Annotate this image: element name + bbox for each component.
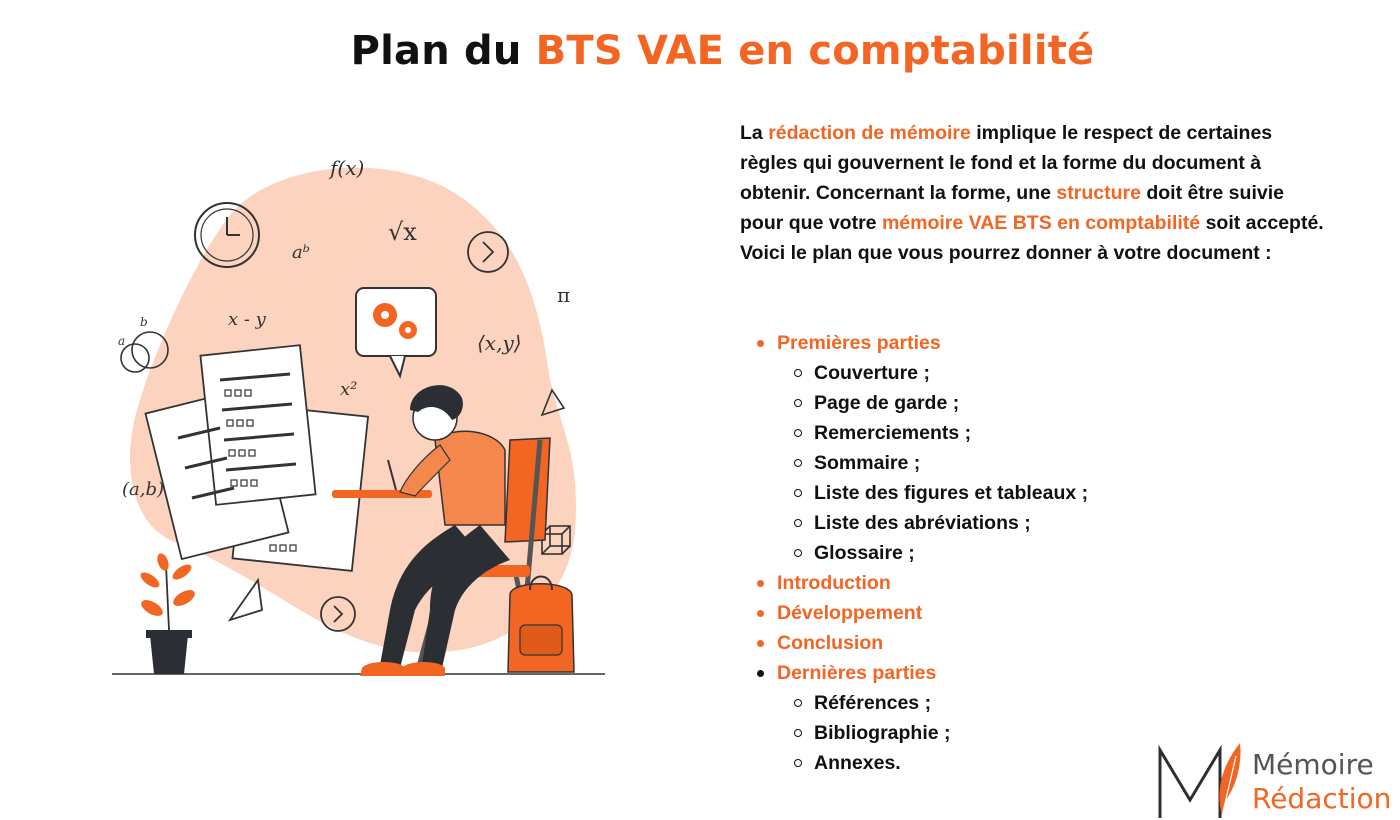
- item-remerciements: Remerciements: [814, 422, 960, 444]
- memoire-redaction-logo: [1150, 738, 1400, 820]
- list-item: [740, 328, 1340, 358]
- math-x-squared: x²: [340, 379, 358, 400]
- item-separator: ;: [908, 452, 921, 474]
- item-annexes: Annexes.: [814, 752, 901, 774]
- math-f-x: f(x): [330, 156, 365, 180]
- item-separator: ;: [1018, 512, 1031, 534]
- intro-seg-3: implique le respect de certaines règles qui gouvernent le fond et la forme du document à obtenir. Concernant la forme, une: [740, 122, 1273, 204]
- item-separator: ;: [1076, 482, 1089, 504]
- list-item: [740, 388, 1340, 418]
- item-glossaire: Glossaire: [814, 542, 903, 564]
- item-bibliographie: Bibliographie: [814, 722, 939, 744]
- item-separator: ;: [902, 542, 915, 564]
- list-item: [740, 598, 1340, 628]
- section-introduction: Introduction: [777, 572, 891, 594]
- section-developpement: Développement: [777, 602, 923, 624]
- title-black-part: Plan du: [350, 28, 536, 74]
- math-sqrt-x: √x: [388, 218, 417, 246]
- list-item: [740, 418, 1340, 448]
- list-item: [740, 538, 1340, 568]
- section-premieres-parties: Premières parties: [777, 332, 941, 354]
- section-dernieres-parties: Dernières parties: [777, 662, 937, 684]
- section-conclusion: Conclusion: [777, 632, 884, 654]
- list-item: [740, 688, 1340, 718]
- venn-label-a: a: [118, 334, 126, 348]
- math-a-pow-b: aᵇ: [292, 242, 310, 263]
- intro-paragraph: [740, 118, 1330, 268]
- list-item: [740, 448, 1340, 478]
- item-separator: ;: [947, 392, 960, 414]
- item-page-de-garde: Page de garde: [814, 392, 948, 414]
- potted-plant-icon: [138, 552, 197, 674]
- redaction-memoire-link[interactable]: rédaction de mémoire: [768, 122, 971, 144]
- list-item: [740, 358, 1340, 388]
- item-liste-abreviations: Liste des abréviations: [814, 512, 1019, 534]
- intro-seg-5: doit être suivie pour que votre: [740, 182, 1284, 234]
- item-liste-figures: Liste des figures et tableaux: [814, 482, 1077, 504]
- title-orange-part: BTS VAE en comptabilité: [535, 28, 1095, 74]
- item-references: Références: [814, 692, 920, 714]
- logo-word-redaction: Rédaction: [1252, 782, 1392, 815]
- venn-label-b: b: [140, 315, 148, 329]
- triangle-ruler-icon: [230, 580, 262, 620]
- math-vector-x-y: ⟨x,y⟩: [477, 331, 522, 355]
- intro-plan-lead: Voici le plan que vous pourrez donner à votre document :: [740, 242, 1272, 264]
- math-pair-a-b: (a,b): [122, 479, 165, 500]
- list-item: [740, 478, 1340, 508]
- intro-seg-7: soit accepté.: [1200, 212, 1324, 234]
- math-x-minus-y: x - y: [228, 309, 266, 330]
- page-title: [0, 28, 1400, 74]
- list-item: [740, 508, 1340, 538]
- structure-link[interactable]: structure: [1056, 182, 1141, 204]
- item-separator: ;: [919, 692, 932, 714]
- item-separator: ;: [959, 422, 972, 444]
- memoire-vae-bts-link[interactable]: mémoire VAE BTS en comptabilité: [881, 212, 1201, 234]
- math-pi: π: [557, 283, 571, 307]
- plan-list: [740, 328, 1340, 778]
- list-item: [740, 628, 1340, 658]
- backpack-icon: [508, 577, 574, 673]
- list-item: [740, 658, 1340, 688]
- list-item: [740, 568, 1340, 598]
- item-separator: ;: [918, 362, 930, 384]
- item-sommaire: Sommaire: [814, 452, 909, 474]
- item-couverture: Couverture: [814, 362, 919, 384]
- intro-seg-1: La: [740, 122, 769, 144]
- m-quill-logo-icon: [1150, 738, 1246, 820]
- logo-word-memoire: Mémoire: [1252, 748, 1374, 781]
- item-separator: ;: [938, 722, 951, 744]
- intro-text: [740, 118, 1330, 238]
- student-studying-illustration: [100, 140, 620, 700]
